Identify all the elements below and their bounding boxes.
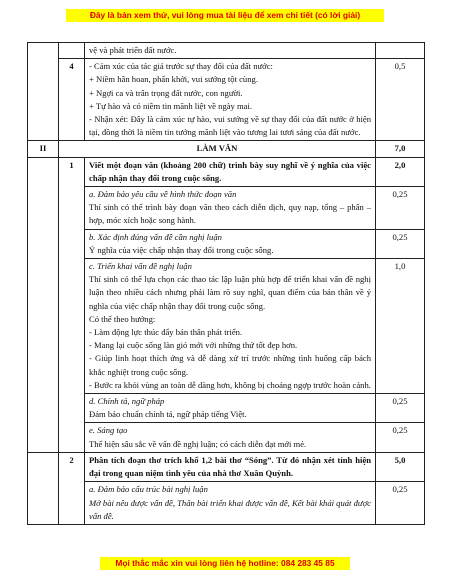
criterion-text: Mở bài nêu được vấn đề, Thân bài triển khai được vấn đề, Kết bài khái quát được vấn đề. bbox=[89, 497, 371, 521]
criterion-row bbox=[28, 394, 425, 423]
hotline-banner: Mọi thắc mắc xin vui lòng liên hệ hotline: 084 283 45 85 bbox=[100, 557, 350, 570]
criterion-cell bbox=[85, 259, 376, 394]
section-score: 7,0 bbox=[376, 141, 425, 157]
criterion-text: Thí sinh có thể trình bày đoạn văn theo cách diễn dịch, quy nạp, tổng – phân – hợp, móc xích hoặc song hành. bbox=[89, 202, 371, 226]
answer-line: - Nhận xét: Đây là cảm xúc tự hào, vui sướng về sự thay đổi của đất nước ở hiện tại, đồng thời là niềm tin tưởng mãnh liệt vào tương lai tươi sáng của đất nước. bbox=[89, 114, 371, 138]
score-cell: 0,5 bbox=[376, 59, 425, 141]
table-row bbox=[28, 43, 425, 59]
section-title: LÀM VĂN bbox=[59, 141, 376, 157]
answer-line: + Tự hào và có niềm tin mãnh liệt về ngày mai. bbox=[89, 100, 253, 111]
criterion-cell bbox=[85, 229, 376, 258]
section-row bbox=[28, 141, 425, 157]
answer-line: - Cảm xúc của tác giả trước sự thay đổi của đất nước: bbox=[89, 61, 273, 72]
criterion-cell bbox=[85, 394, 376, 423]
criterion-text: Thể hiện sâu sắc về vấn đề nghị luận; có cách diễn đạt mới mẻ. bbox=[89, 438, 307, 449]
question-prompt: Phân tích đoạn thơ trích khổ 1,2 bài thơ “Sóng”. Từ đó nhận xét tính hiện đại trong quan niệm tình yêu của nhà thơ Xuân Quỳnh. bbox=[85, 452, 376, 481]
answer-cell bbox=[85, 59, 376, 141]
criterion-title: b. Xác định đúng vấn đề cần nghị luận bbox=[89, 231, 222, 242]
criterion-cell bbox=[85, 482, 376, 525]
criterion-title: a. Đảm bảo yêu cầu về hình thức đoạn văn bbox=[89, 189, 237, 200]
score-cell: 0,25 bbox=[376, 423, 425, 452]
answer-line: + Niềm hân hoan, phấn khởi, vui sướng tột cùng. bbox=[89, 74, 258, 85]
question-number: 4 bbox=[59, 59, 85, 141]
criterion-title: d. Chính tả, ngữ pháp bbox=[89, 396, 165, 407]
criterion-text: Thí sinh có thể lựa chọn các thao tác lập luận phù hợp để triển khai vấn đề nghị luận theo nhiều cách nhưng phải làm rõ suy nghĩ, quan điểm của bản thân về ý nghĩa của việc chấp nhận thay đổi trong cuộc sống. bbox=[89, 274, 371, 311]
score-cell: 2,0 bbox=[376, 157, 425, 186]
grading-table bbox=[27, 42, 425, 525]
criterion-text: Ý nghĩa của việc chấp nhận thay đổi trong cuộc sống. bbox=[89, 244, 274, 255]
criterion-row bbox=[28, 482, 425, 525]
criterion-text: Đảm bảo chuẩn chính tả, ngữ pháp tiếng Việt. bbox=[89, 409, 247, 420]
criterion-point: - Giúp linh hoạt thích ứng và dễ dàng xử trí trước những tình huống cấp bách khắc nghiệt trong cuộc sống. bbox=[89, 353, 371, 377]
question-prompt: Viết một đoạn văn (khoảng 200 chữ) trình bày suy nghĩ về ý nghĩa của việc chấp nhận thay đổi trong cuộc sống. bbox=[85, 157, 376, 186]
score-cell: 1,0 bbox=[376, 259, 425, 394]
score-cell: 5,0 bbox=[376, 452, 425, 481]
score-cell: 0,25 bbox=[376, 394, 425, 423]
criterion-cell bbox=[85, 187, 376, 230]
preview-banner: Đây là bản xem thử, vui lòng mua tài liệu để xem chi tiết (có lời giải) bbox=[66, 9, 384, 22]
answer-cell: vệ và phát triển đất nước. bbox=[85, 43, 376, 59]
criterion-cell bbox=[85, 423, 376, 452]
criterion-row bbox=[28, 259, 425, 394]
criterion-title: a. Đảm bảo cấu trúc bài nghị luận bbox=[89, 484, 208, 495]
question-number: 2 bbox=[59, 452, 85, 524]
answer-line: + Ngợi ca và trân trọng đất nước, con người. bbox=[89, 87, 243, 98]
criterion-row bbox=[28, 229, 425, 258]
section-number: II bbox=[28, 141, 59, 157]
criterion-row bbox=[28, 423, 425, 452]
score-cell: 0,25 bbox=[376, 187, 425, 230]
score-cell: 0,25 bbox=[376, 229, 425, 258]
criterion-hint: Có thể theo hướng: bbox=[89, 313, 156, 324]
criterion-point: - Bước ra khỏi vùng an toàn dễ dàng hơn, không bị choáng ngợp trước hoàn cảnh. bbox=[89, 379, 371, 390]
criterion-title: c. Triển khai vấn đề nghị luận bbox=[89, 261, 192, 272]
question-row bbox=[28, 452, 425, 481]
criterion-point: - Làm động lực thúc đẩy bản thân phát triển. bbox=[89, 327, 243, 338]
question-number: 1 bbox=[59, 157, 85, 452]
criterion-row bbox=[28, 187, 425, 230]
question-row bbox=[28, 157, 425, 186]
criterion-title: e. Sáng tạo bbox=[89, 425, 128, 436]
score-cell: 0,25 bbox=[376, 482, 425, 525]
table-row bbox=[28, 59, 425, 141]
criterion-point: - Mang lại cuộc sống làn gió mới với những thứ tốt đẹp hơn. bbox=[89, 340, 298, 351]
